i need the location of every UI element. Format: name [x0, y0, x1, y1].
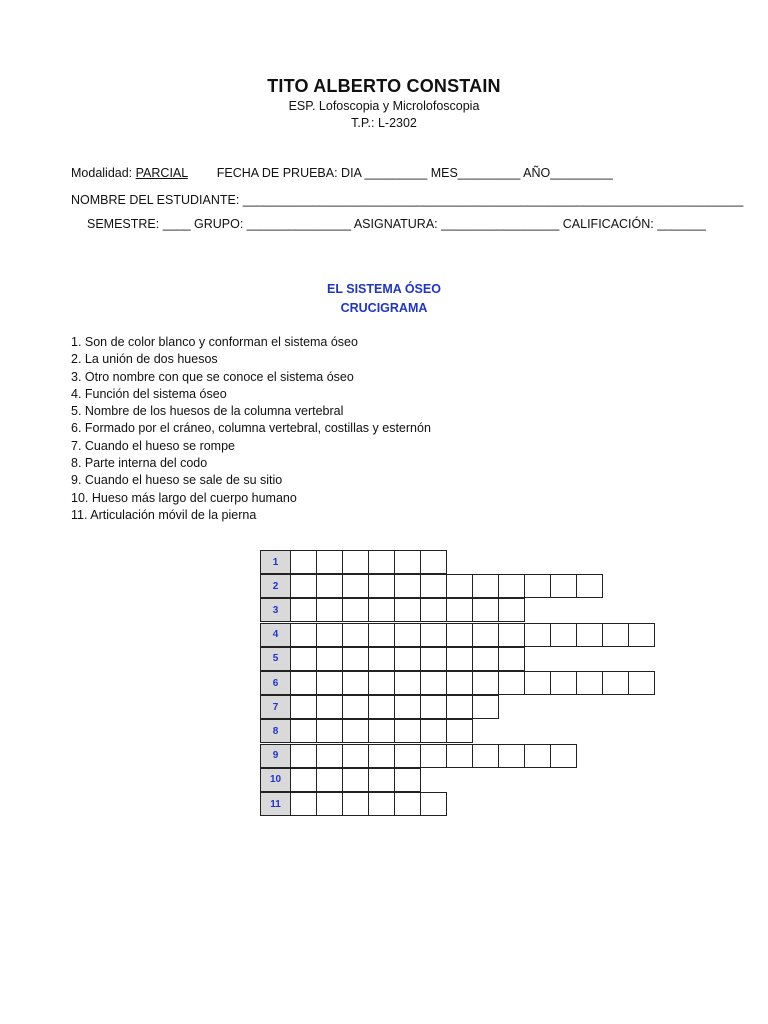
- crossword-answer-cell[interactable]: [421, 598, 447, 622]
- crossword-number-cell: 4: [260, 623, 291, 647]
- crossword-number-cell: 11: [260, 792, 291, 816]
- crossword-answer-cell[interactable]: [447, 647, 473, 671]
- crossword-answer-cell[interactable]: [291, 792, 317, 816]
- crossword-answer-cell[interactable]: [343, 695, 369, 719]
- crossword-answer-cell[interactable]: [473, 744, 499, 768]
- crossword-answer-cell[interactable]: [317, 574, 343, 598]
- clue-item: 11. Articulación móvil de la pierna: [71, 507, 257, 522]
- crossword-answer-cell[interactable]: [291, 671, 317, 695]
- crossword-answer-cell[interactable]: [473, 598, 499, 622]
- clue-item: 2. La unión de dos huesos: [71, 352, 218, 367]
- clue-item: 4. Función del sistema óseo: [71, 386, 227, 401]
- crossword-row-4: [260, 623, 655, 647]
- crossword-answer-cell[interactable]: [473, 574, 499, 598]
- fecha-field[interactable]: FECHA DE PRUEBA: DIA _________ MES_________ AÑO_________: [216, 166, 613, 180]
- crossword-answer-cell[interactable]: [395, 695, 421, 719]
- crossword-answer-cell[interactable]: [395, 792, 421, 816]
- clue-item: 5. Nombre de los huesos de la columna vertebral: [71, 404, 344, 419]
- crossword-answer-cell[interactable]: [473, 671, 499, 695]
- crossword-answer-cell[interactable]: [343, 768, 369, 792]
- teacher-license: T.P.: L-2302: [351, 116, 417, 130]
- crossword-answer-cell[interactable]: [317, 647, 343, 671]
- crossword-answer-cell[interactable]: [369, 744, 395, 768]
- crossword-row-9: [260, 744, 577, 768]
- crossword-number-cell: 3: [260, 598, 291, 622]
- crossword-row-5: [260, 647, 525, 671]
- crossword-answer-cell[interactable]: [291, 768, 317, 792]
- crossword-answer-cell[interactable]: [421, 719, 447, 743]
- crossword-answer-cell[interactable]: [291, 744, 317, 768]
- crossword-answer-cell[interactable]: [395, 574, 421, 598]
- crossword-answer-cell[interactable]: [343, 792, 369, 816]
- crossword-answer-cell[interactable]: [421, 671, 447, 695]
- crossword-number-cell: 10: [260, 768, 291, 792]
- crossword-row-10: [260, 768, 421, 792]
- crossword-number-cell: 5: [260, 647, 291, 671]
- crossword-answer-cell[interactable]: [343, 550, 369, 574]
- crossword-row-1: [260, 550, 447, 574]
- crossword-answer-cell[interactable]: [395, 671, 421, 695]
- crossword-answer-cell[interactable]: [395, 647, 421, 671]
- modalidad-value: PARCIAL: [135, 166, 188, 180]
- crossword-answer-cell[interactable]: [291, 598, 317, 622]
- crossword-answer-cell[interactable]: [343, 647, 369, 671]
- crossword-answer-cell[interactable]: [291, 623, 317, 647]
- teacher-specialty: ESP. Lofoscopia y Microlofoscopia: [288, 99, 480, 113]
- crossword-answer-cell[interactable]: [369, 695, 395, 719]
- crossword-answer-cell[interactable]: [421, 574, 447, 598]
- crossword-answer-cell[interactable]: [291, 719, 317, 743]
- crossword-answer-cell[interactable]: [395, 768, 421, 792]
- crossword-answer-cell[interactable]: [343, 719, 369, 743]
- section-title: EL SISTEMA ÓSEO: [327, 282, 441, 296]
- crossword-answer-cell[interactable]: [577, 574, 603, 598]
- crossword-answer-cell[interactable]: [551, 744, 577, 768]
- crossword-answer-cell[interactable]: [317, 695, 343, 719]
- crossword-answer-cell[interactable]: [421, 647, 447, 671]
- crossword-answer-cell[interactable]: [551, 574, 577, 598]
- crossword-answer-cell[interactable]: [395, 719, 421, 743]
- crossword-answer-cell[interactable]: [499, 574, 525, 598]
- exam-date-line: [71, 166, 613, 180]
- crossword-answer-cell[interactable]: [447, 623, 473, 647]
- crossword-answer-cell[interactable]: [369, 550, 395, 574]
- crossword-answer-cell[interactable]: [343, 623, 369, 647]
- crossword-answer-cell[interactable]: [317, 792, 343, 816]
- crossword-answer-cell[interactable]: [369, 792, 395, 816]
- crossword-answer-cell[interactable]: [395, 550, 421, 574]
- crossword-answer-cell[interactable]: [343, 671, 369, 695]
- crossword-answer-cell[interactable]: [291, 647, 317, 671]
- clue-list: [71, 334, 431, 524]
- crossword-answer-cell[interactable]: [629, 623, 655, 647]
- crossword-answer-cell[interactable]: [447, 744, 473, 768]
- crossword-answer-cell[interactable]: [317, 719, 343, 743]
- clue-item: 1. Son de color blanco y conforman el sistema óseo: [71, 335, 358, 349]
- crossword-answer-cell[interactable]: [421, 550, 447, 574]
- semester-group-line[interactable]: SEMESTRE: ____ GRUPO: _______________ ASIGNATURA: _________________ CALIFICACIÓN: _______: [87, 217, 706, 231]
- crossword-answer-cell[interactable]: [499, 744, 525, 768]
- teacher-name: TITO ALBERTO CONSTAIN: [267, 76, 501, 96]
- crossword-answer-cell[interactable]: [317, 671, 343, 695]
- crossword-answer-cell[interactable]: [317, 744, 343, 768]
- crossword-answer-cell[interactable]: [525, 574, 551, 598]
- crossword-answer-cell[interactable]: [473, 623, 499, 647]
- clue-item: 7. Cuando el hueso se rompe: [71, 438, 235, 453]
- crossword-answer-cell[interactable]: [369, 671, 395, 695]
- crossword-answer-cell[interactable]: [343, 744, 369, 768]
- crossword-answer-cell[interactable]: [369, 598, 395, 622]
- crossword-answer-cell[interactable]: [551, 623, 577, 647]
- crossword-answer-cell[interactable]: [577, 671, 603, 695]
- crossword-answer-cell[interactable]: [317, 768, 343, 792]
- crossword-row-7: [260, 695, 499, 719]
- clue-item: 3. Otro nombre con que se conoce el sistema óseo: [71, 369, 354, 384]
- crossword-row-3: [260, 598, 525, 622]
- crossword-answer-cell[interactable]: [447, 598, 473, 622]
- crossword-answer-cell[interactable]: [525, 623, 551, 647]
- clue-item: 6. Formado por el cráneo, columna vertebral, costillas y esternón: [71, 421, 431, 436]
- crossword-answer-cell[interactable]: [447, 574, 473, 598]
- crossword-answer-cell[interactable]: [577, 623, 603, 647]
- section-subtitle: CRUCIGRAMA: [340, 301, 428, 315]
- clue-item: 10. Hueso más largo del cuerpo humano: [71, 490, 297, 505]
- crossword-answer-cell[interactable]: [525, 744, 551, 768]
- crossword-answer-cell[interactable]: [499, 598, 525, 622]
- crossword-answer-cell[interactable]: [369, 623, 395, 647]
- crossword-answer-cell[interactable]: [421, 744, 447, 768]
- crossword-answer-cell[interactable]: [473, 695, 499, 719]
- crossword-answer-cell[interactable]: [291, 574, 317, 598]
- crossword-answer-cell[interactable]: [447, 695, 473, 719]
- crossword-number-cell: 2: [260, 574, 291, 598]
- crossword-answer-cell[interactable]: [421, 792, 447, 816]
- crossword-answer-cell[interactable]: [395, 623, 421, 647]
- crossword-answer-cell[interactable]: [317, 623, 343, 647]
- crossword-answer-cell[interactable]: [499, 671, 525, 695]
- clue-item: 9. Cuando el hueso se sale de su sitio: [71, 473, 283, 488]
- crossword-number-cell: 1: [260, 550, 291, 574]
- crossword-answer-cell[interactable]: [369, 647, 395, 671]
- crossword-answer-cell[interactable]: [317, 598, 343, 622]
- crossword-number-cell: 7: [260, 695, 291, 719]
- crossword-answer-cell[interactable]: [395, 744, 421, 768]
- crossword-answer-cell[interactable]: [421, 695, 447, 719]
- crossword-answer-cell[interactable]: [395, 598, 421, 622]
- crossword-answer-cell[interactable]: [551, 671, 577, 695]
- crossword-number-cell: 6: [260, 671, 291, 695]
- crossword-answer-cell[interactable]: [447, 719, 473, 743]
- document-header: [0, 74, 768, 132]
- crossword-answer-cell[interactable]: [317, 550, 343, 574]
- crossword-answer-cell[interactable]: [343, 598, 369, 622]
- clue-item: 8. Parte interna del codo: [71, 456, 208, 471]
- crossword-answer-cell[interactable]: [291, 550, 317, 574]
- crossword-answer-cell[interactable]: [499, 623, 525, 647]
- crossword-answer-cell[interactable]: [603, 623, 629, 647]
- crossword-answer-cell[interactable]: [369, 719, 395, 743]
- crossword-answer-cell[interactable]: [629, 671, 655, 695]
- crossword-number-cell: 9: [260, 744, 291, 768]
- crossword-row-2: [260, 574, 603, 598]
- crossword-answer-cell[interactable]: [369, 574, 395, 598]
- crossword-answer-cell[interactable]: [499, 647, 525, 671]
- crossword-answer-cell[interactable]: [421, 623, 447, 647]
- crossword-answer-cell[interactable]: [447, 671, 473, 695]
- crossword-answer-cell[interactable]: [525, 671, 551, 695]
- student-name-field[interactable]: NOMBRE DEL ESTUDIANTE: ________________________________________________________________________: [71, 193, 744, 207]
- crossword-answer-cell[interactable]: [603, 671, 629, 695]
- crossword-answer-cell[interactable]: [343, 574, 369, 598]
- crossword-answer-cell[interactable]: [291, 695, 317, 719]
- crossword-answer-cell[interactable]: [369, 768, 395, 792]
- crossword-row-8: [260, 719, 473, 743]
- crossword-row-11: [260, 792, 447, 816]
- modalidad-label: Modalidad:: [71, 166, 133, 180]
- crossword-number-cell: 8: [260, 719, 291, 743]
- crossword-answer-cell[interactable]: [473, 647, 499, 671]
- crossword-row-6: [260, 671, 655, 695]
